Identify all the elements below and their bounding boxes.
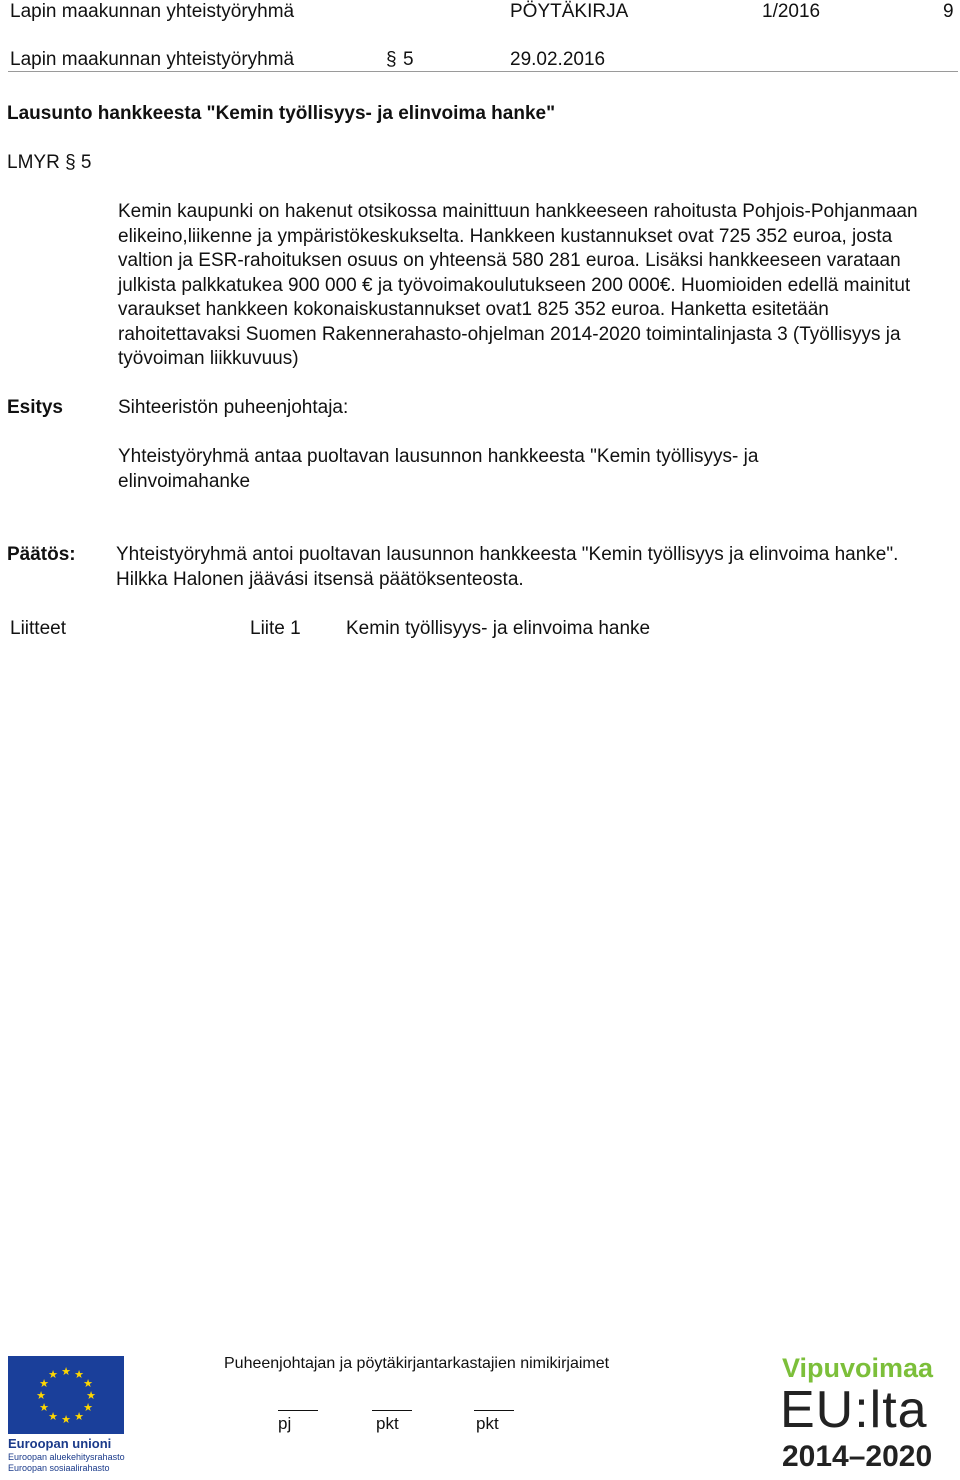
header-divider bbox=[8, 71, 958, 72]
liitteet-label: Liitteet bbox=[10, 618, 66, 639]
header-org: Lapin maakunnan yhteistyöryhmä bbox=[10, 1, 295, 22]
svg-text:★: ★ bbox=[48, 1368, 58, 1381]
svg-text:★: ★ bbox=[83, 1401, 93, 1414]
eu-logo-fund-2: Euroopan sosiaalirahasto bbox=[8, 1463, 110, 1473]
paatos-label: Päätös: bbox=[7, 544, 76, 565]
svg-text:★: ★ bbox=[61, 1413, 71, 1426]
signature-line-pkt-1 bbox=[372, 1410, 412, 1411]
svg-text:★: ★ bbox=[48, 1410, 58, 1423]
vipuvoimaa-logo bbox=[780, 1352, 956, 1476]
eu-logo bbox=[8, 1356, 124, 1474]
attachment-number: Liite 1 bbox=[250, 618, 301, 639]
header-org-secondary: Lapin maakunnan yhteistyöryhmä bbox=[10, 49, 295, 70]
eu-logo-fund-1: Euroopan aluekehitysrahasto bbox=[8, 1452, 125, 1462]
svg-text:★: ★ bbox=[74, 1410, 84, 1423]
initials-pj: pj bbox=[278, 1414, 292, 1433]
eu-stars-icon bbox=[8, 1356, 124, 1434]
header-doc-type: PÖYTÄKIRJA bbox=[510, 1, 629, 22]
svg-text:★: ★ bbox=[39, 1401, 49, 1414]
signature-line-pj bbox=[278, 1410, 318, 1411]
body-paragraph: Kemin kaupunki on hakenut otsikossa mainittuun hankkeeseen rahoitusta Pohjois-Pohjanmaan elikeino,liikenne ja ympäristökeskukselta. Hankkeen kustannukset ovat 725 352 euroa, josta valtion ja ESR-rahoituksen osuus on yhteensä 580 281 euroa. Lisäksi hankkeeseen varataan julkista palkkatukea 900 000 € ja työvoimakoulutukseen 200 000€. Huomioiden edellä mainitut varaukset hankkeen kokonaiskustannukset ovat1 825 352 euroa. Hanketta esitetään rahoitettavaksi Suomen Rakennerahasto-ohjelman 2014-2020 toimintalinjasta 3 (Työllisyys ja työvoiman liikkuvuus) bbox=[118, 201, 918, 369]
paatos-text: Yhteistyöryhmä antoi puoltavan lausunnon hankkeesta "Kemin työllisyys ja elinvoima hanke". Hilkka Halonen jäävási itsensä päätöksenteosta. bbox=[116, 544, 899, 590]
svg-text:★: ★ bbox=[83, 1377, 93, 1390]
initials-pkt-1: pkt bbox=[376, 1414, 399, 1433]
page-title: Lausunto hankkeesta "Kemin työllisyys- ja elinvoima hanke" bbox=[7, 103, 556, 124]
signature-line-pkt-2 bbox=[474, 1410, 514, 1411]
vipuvoimaa-logo-period: 2014–2020 bbox=[782, 1440, 933, 1473]
section-reference: LMYR § 5 bbox=[7, 152, 92, 173]
esitys-presenter: Sihteeristön puheenjohtaja: bbox=[118, 397, 349, 418]
svg-text:★: ★ bbox=[39, 1377, 49, 1390]
initials-pkt-2: pkt bbox=[476, 1414, 499, 1433]
svg-text:★: ★ bbox=[86, 1389, 96, 1402]
svg-text:★: ★ bbox=[61, 1365, 71, 1378]
signature-caption: Puheenjohtajan ja pöytäkirjantarkastajien nimikirjaimet bbox=[224, 1355, 610, 1372]
header-date: 29.02.2016 bbox=[510, 49, 606, 70]
eu-flag bbox=[8, 1356, 124, 1434]
esitys-label: Esitys bbox=[7, 397, 63, 418]
vipuvoimaa-logo-eu: EU:lta bbox=[780, 1381, 928, 1439]
header-section-number: 5 bbox=[403, 49, 414, 70]
attachment-name: Kemin työllisyys- ja elinvoima hanke bbox=[346, 618, 651, 639]
esitys-proposal: Yhteistyöryhmä antaa puoltavan lausunnon hankkeesta "Kemin työllisyys- ja elinvoimahanke bbox=[118, 446, 759, 492]
vipuvoimaa-logo-title: Vipuvoimaa bbox=[782, 1353, 934, 1383]
svg-text:★: ★ bbox=[36, 1389, 46, 1402]
eu-logo-title: Euroopan unioni bbox=[8, 1436, 112, 1451]
svg-text:★: ★ bbox=[74, 1368, 84, 1381]
header-page-number: 9 bbox=[943, 1, 954, 22]
section-sign: § bbox=[386, 49, 397, 70]
header-doc-number: 1/2016 bbox=[762, 1, 821, 22]
